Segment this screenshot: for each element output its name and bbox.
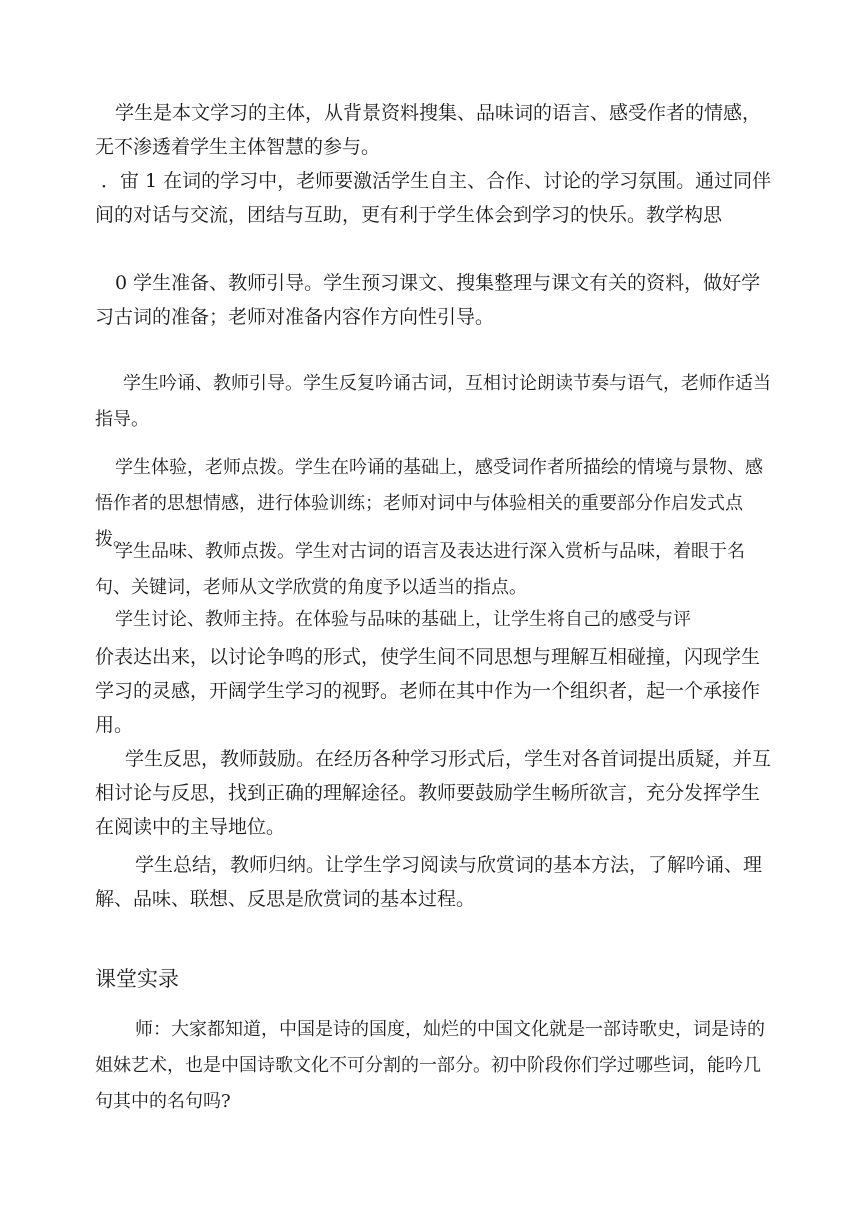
paragraph-appreciate-point: 学生品味、教师点拨。学生对古词的语言及表达进行深入赏析与品味，着眼于名句、关键词，老师从文学欣赏的角度予以适当的指点。	[95, 541, 745, 598]
paragraph-prepare-guide: 0 学生准备、教师引导。学生预习课文、搜集整理与课文有关的资料，做好学习古词的准备；老师对准备内容作方向性引导。	[95, 272, 761, 328]
paragraph-student-subject: 学生是本文学习的主体，从背景资料搜集、品味词的语言、感受作者的情感，无不渗透着学生主体智慧的参与。	[95, 102, 762, 158]
paragraph-experience-point: 学生体验，老师点拨。学生在吟诵的基础上，感受词作者所描绘的情境与景物、感悟作者的思想情感，进行体验训练；老师对词中与体验相关的重要部分作启发式点拨。	[95, 457, 763, 550]
paragraph-teacher-dialogue: 师：大家都知道，中国是诗的国度，灿烂的中国文化就是一部诗歌史，词是诗的姐妹艺术，也是中国诗歌文化不可分割的一部分。初中阶段你们学过哪些词，能吟几句其中的名句吗?	[95, 1019, 765, 1112]
section-heading-classroom-record: 课堂实录	[95, 967, 179, 991]
paragraph-discuss-continued: 价表达出来，以讨论争鸣的形式，使学生间不同思想与理解互相碰撞，闪现学生学习的灵感，开阔学生学习的视野。老师在其中作为一个组织者，起一个承接作用。	[95, 646, 761, 736]
paragraph-discuss-host: 学生讨论、教师主持。在体验与品味的基础上，让学生将自己的感受与评	[115, 609, 691, 630]
paragraph-recite-guide: 学生吟诵、教师引导。学生反复吟诵古词，互相讨论朗读节奏与语气，老师作适当指导。	[95, 373, 771, 430]
paragraph-summarize-conclude: 学生总结，教师归纳。让学生学习阅读与欣赏词的基本方法，了解吟诵、理解、品味、联想、反思是欣赏词的基本过程。	[95, 854, 763, 910]
paragraph-cooperative-atmosphere: ．宙 1 在词的学习中，老师要激活学生自主、合作、讨论的学习氛围。通过同伴间的对话与交流，团结与互助，更有利于学生体会到学习的快乐。教学构思	[95, 170, 772, 226]
paragraph-reflect-encourage: 学生反思，教师鼓励。在经历各种学习形式后，学生对各首词提出质疑，并互相讨论与反思，找到正确的理解途径。教师要鼓励学生畅所欲言，充分发挥学生在阅读中的主导地位。	[95, 748, 772, 838]
